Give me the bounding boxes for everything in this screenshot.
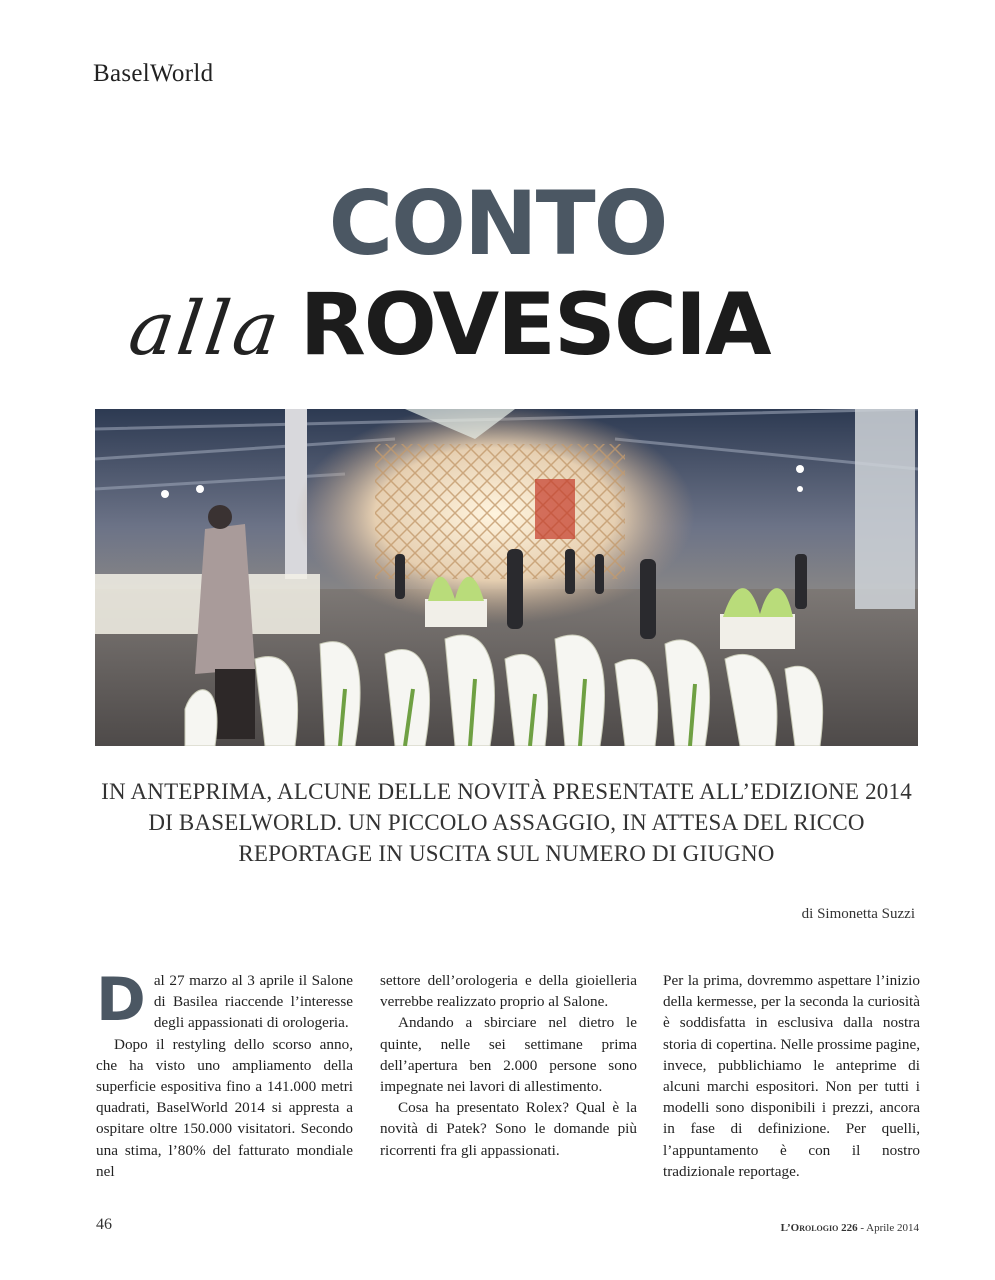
title-line-2 — [123, 275, 770, 375]
title-line-conto: CONTO — [328, 172, 667, 275]
paragraph: settore dell’orologeria e della gioielleria verrebbe realizzato proprio al Salone. — [380, 972, 637, 1011]
section-label: BaselWorld — [93, 60, 214, 87]
body-column-2 — [380, 970, 637, 1161]
issue-number: 226 — [841, 1222, 858, 1234]
body-column-1 — [96, 965, 353, 1182]
drop-cap: D — [96, 965, 146, 1035]
paragraph: al 27 marzo al 3 aprile il Salone di Basilea riaccende l’interesse degli appassionati di orologeria. — [153, 972, 353, 1032]
title-script-alla: alla — [123, 286, 288, 372]
issue-date: - Aprile 2014 — [860, 1222, 919, 1234]
paragraph: Andando a sbirciare nel dietro le quinte, nelle sei settimane prima dell’apertura ben 2.000 persone sono impegnate nei lavori di allestimento. — [380, 1014, 637, 1096]
paragraph: Per la prima, dovremmo aspettare l’inizio della kermesse, per la seconda la curiosità è soddisfatta in esclusiva dalla nostra storia di copertina. Nelle prossime pagine, invece, pubblichiamo le anteprime di alcuni marchi espositori. Non per tutti i modelli sono disponibili i prezzi, ancora in fase di definizione. Per quelli, l’appuntamento è con il nostro tradizionale reportage. — [663, 972, 920, 1180]
article-subheading: IN ANTEPRIMA, ALCUNE DELLE NOVITÀ PRESENTATE ALL’EDIZIONE 2014 DI BASELWORLD. UN PICCOLO ASSAGGIO, IN ATTESA DEL RICCO REPORTAGE IN USCITA SUL NUMERO DI GIUGNO — [101, 779, 912, 866]
body-column-3 — [663, 970, 920, 1182]
paragraph: Dopo il restyling dello scorso anno, che ha visto uno ampliamento della superficie espositiva fino a 141.000 metri quadrati, BaselWorld 2014 si appresta a ospitare oltre 150.000 visitatori. Secondo una stima, l’80% del fatturato mondiale nel — [96, 1035, 353, 1180]
magazine-name: L’Orologio — [780, 1222, 839, 1234]
exhibition-hall-photo — [95, 409, 918, 746]
footer-issue-info — [781, 1222, 919, 1234]
paragraph: Cosa ha presentato Rolex? Qual è la novità di Patek? Sono le domande più ricorrenti fra gli appassionati. — [380, 1099, 637, 1159]
byline: di Simonetta Suzzi — [801, 906, 915, 922]
page-number: 46 — [96, 1216, 112, 1233]
title-line-rovescia: ROVESCIA — [299, 275, 770, 375]
